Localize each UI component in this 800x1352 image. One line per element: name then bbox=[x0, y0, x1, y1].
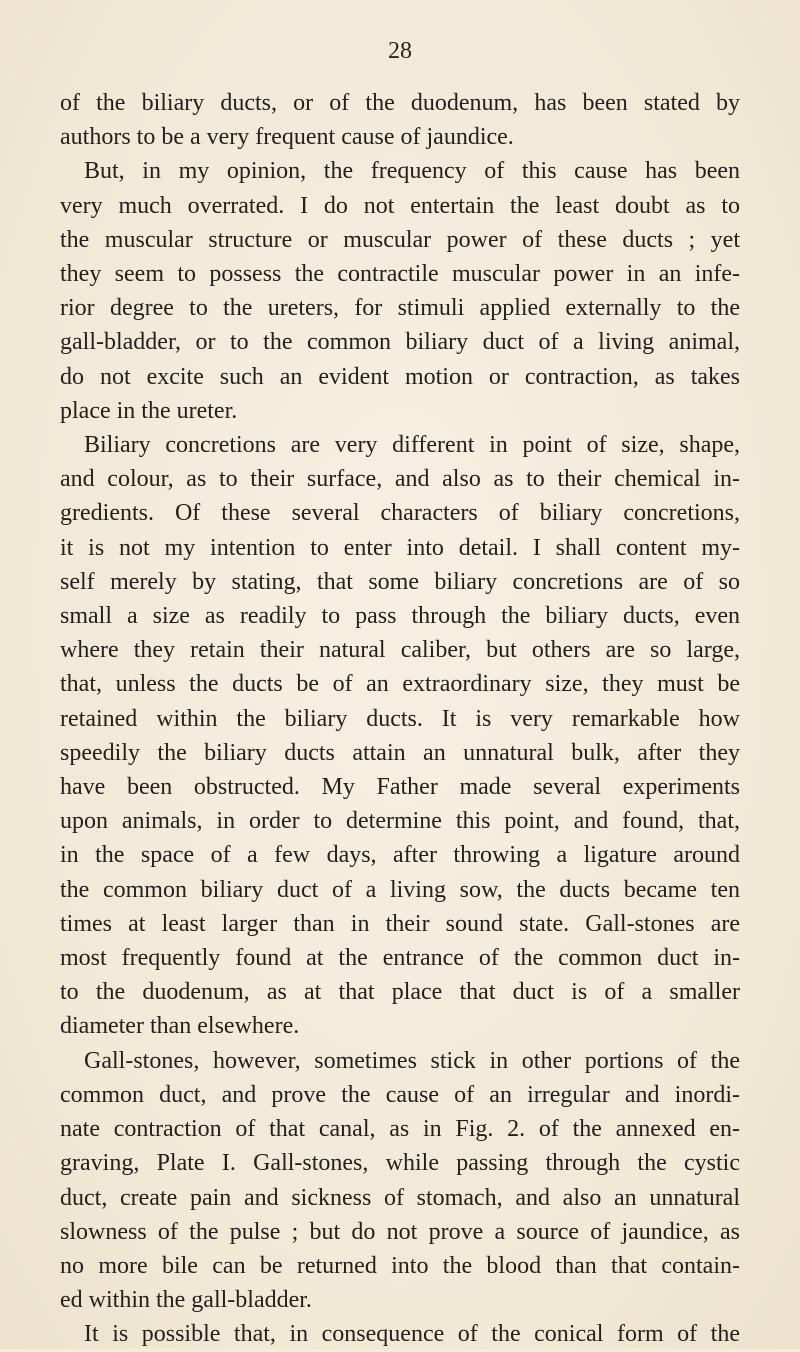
text-line: small a size as readily to pass through the biliary ducts, even bbox=[60, 603, 740, 630]
text-line: authors to be a very frequent cause of jaundice. bbox=[60, 124, 514, 151]
body-text bbox=[60, 86, 740, 1352]
text-line: self merely by stating, that some biliary concretions are of so bbox=[60, 568, 740, 595]
text-line: common duct, and prove the cause of an irregular and inordi- bbox=[60, 1081, 740, 1108]
text-line: they seem to possess the contractile muscular power in an infe- bbox=[60, 261, 740, 288]
text-line: and colour, as to their surface, and also as to their chemical in- bbox=[60, 466, 740, 493]
page-number: 28 bbox=[388, 38, 412, 64]
text-line: most frequently found at the entrance of the common duct in- bbox=[60, 945, 740, 972]
text-line: graving, Plate I. Gall-stones, while passing through the cystic bbox=[60, 1150, 740, 1177]
text-line: no more bile can be returned into the blood than that contain- bbox=[60, 1252, 740, 1279]
text-line: rior degree to the ureters, for stimuli applied externally to the bbox=[60, 295, 740, 322]
text-line: retained within the biliary ducts. It is very remarkable how bbox=[60, 705, 740, 732]
text-line: times at least larger than in their sound state. Gall-stones are bbox=[60, 910, 740, 937]
text-line: have been obstructed. My Father made several experiments bbox=[60, 774, 740, 801]
text-line: do not excite such an evident motion or contraction, as takes bbox=[60, 363, 740, 390]
text-line: ed within the gall-bladder. bbox=[60, 1287, 312, 1314]
text-line: upon animals, in order to determine this point, and found, that, bbox=[60, 808, 740, 835]
text-line: Gall-stones, however, sometimes stick in other portions of the bbox=[84, 1047, 740, 1074]
text-line: slowness of the pulse ; but do not prove a source of jaundice, as bbox=[60, 1218, 740, 1245]
text-line: gredients. Of these several characters of biliary concretions, bbox=[60, 500, 740, 527]
text-line: the common biliary duct of a living sow, the ducts became ten bbox=[60, 876, 740, 903]
text-line: nate contraction of that canal, as in Fig. 2. of the annexed en- bbox=[60, 1116, 740, 1143]
text-line: in the space of a few days, after throwing a ligature around bbox=[60, 842, 740, 869]
text-line: where they retain their natural caliber, but others are so large, bbox=[60, 637, 740, 664]
text-line: speedily the biliary ducts attain an unnatural bulk, after they bbox=[60, 739, 740, 766]
text-line: duct, create pain and sickness of stomach, and also an unnatural bbox=[60, 1184, 740, 1211]
text-line: that, unless the ducts be of an extraordinary size, they must be bbox=[60, 671, 740, 698]
text-line: very much overrated. I do not entertain the least doubt as to bbox=[60, 192, 740, 219]
text-line: the muscular structure or muscular power of these ducts ; yet bbox=[60, 226, 740, 253]
text-line: It is possible that, in consequence of the conical form of the bbox=[84, 1321, 740, 1348]
text-line: gall-bladder, or to the common biliary duct of a living animal, bbox=[60, 329, 740, 356]
text-line: it is not my intention to enter into detail. I shall content my- bbox=[60, 534, 740, 561]
text-line: diameter than elsewhere. bbox=[60, 1013, 300, 1040]
text-line: of the biliary ducts, or of the duodenum, has been stated by bbox=[60, 90, 740, 116]
text-line: But, in my opinion, the frequency of this cause has been bbox=[84, 158, 740, 185]
text-line: to the duodenum, as at that place that duct is of a smaller bbox=[60, 979, 740, 1006]
text-line: place in the ureter. bbox=[60, 397, 238, 424]
text-line: Biliary concretions are very different in point of size, shape, bbox=[84, 432, 740, 459]
